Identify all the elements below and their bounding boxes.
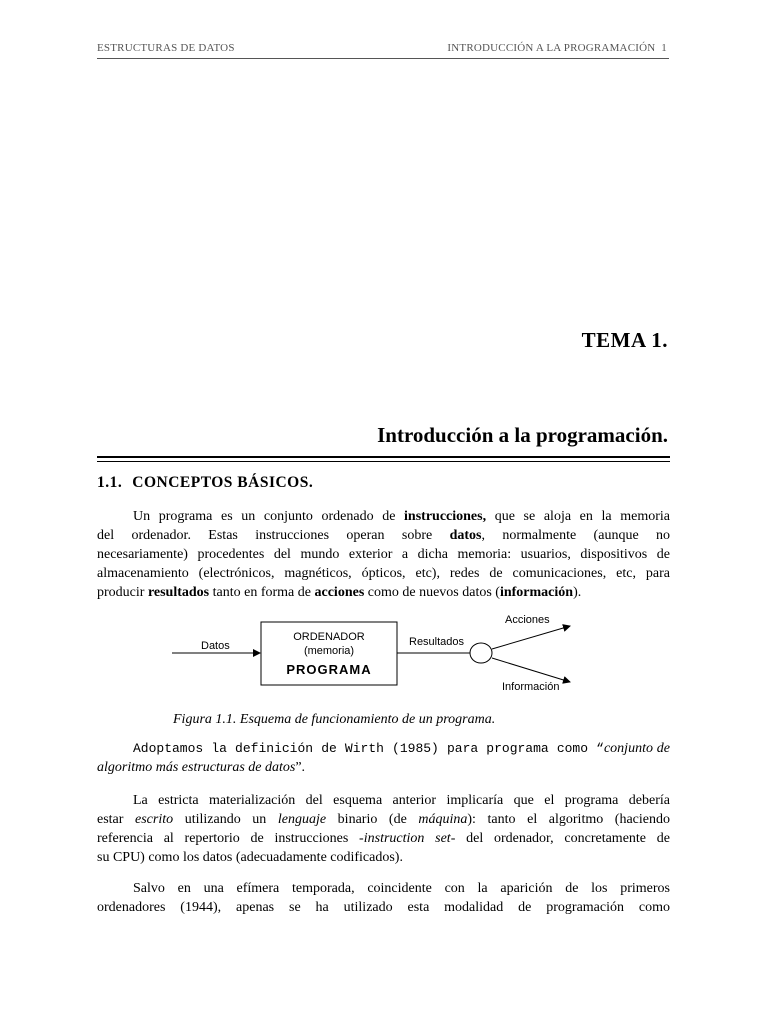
box-subtitle: (memoria) bbox=[303, 645, 355, 657]
p2-line bbox=[97, 739, 670, 758]
box-program-label: PROGRAMA bbox=[286, 662, 372, 677]
page-number: 1 bbox=[661, 42, 667, 54]
italic-term: algoritmo más estructuras de datos bbox=[97, 760, 296, 775]
bold-term: información bbox=[499, 585, 574, 600]
p1-line bbox=[97, 526, 670, 545]
output-label: Resultados bbox=[409, 636, 465, 648]
header-rule bbox=[97, 58, 669, 59]
bold-term: resultados bbox=[147, 585, 210, 600]
input-label: Datos bbox=[201, 640, 230, 652]
text-run: , normalmente (aunque no bbox=[481, 528, 671, 543]
program-schema-diagram bbox=[150, 604, 610, 698]
bold-term: acciones bbox=[314, 585, 365, 600]
p1-line: almacenamiento (electrónicos, magnéticos, ópticos, etc), redes de comunicaciones, etc, para bbox=[97, 566, 670, 581]
paragraph-4 bbox=[97, 879, 670, 917]
text-run: utilizando un bbox=[173, 812, 278, 827]
title-rule-thick bbox=[97, 456, 670, 458]
text-run: ). bbox=[573, 585, 582, 600]
italic-term: escrito bbox=[135, 812, 174, 827]
p1-line: necesariamente) procedentes del mundo exterior a dicha memoria: usuarios, dispositivos de bbox=[97, 547, 670, 562]
text-run: del ordenador. Estas instrucciones operan sobre bbox=[97, 528, 450, 543]
section-number: 1.1. bbox=[97, 474, 123, 491]
text-run: ”. bbox=[295, 760, 306, 775]
header-right bbox=[447, 42, 667, 54]
paragraph-3 bbox=[97, 791, 670, 867]
p3-line bbox=[97, 810, 670, 829]
text-run: binario (de bbox=[326, 812, 419, 827]
text-run: referencia al repertorio de instrucciones - bbox=[97, 831, 364, 846]
p1-line bbox=[97, 583, 670, 602]
information-label: Información bbox=[502, 681, 560, 693]
header-left: ESTRUCTURAS DE DATOS bbox=[97, 42, 235, 54]
p1-line bbox=[97, 507, 670, 526]
chapter-title: Introducción a la programación. bbox=[377, 423, 668, 447]
p2-line bbox=[97, 758, 670, 777]
branch-node bbox=[470, 643, 492, 663]
text-run: estar bbox=[97, 812, 136, 827]
chapter-number: TEMA 1. bbox=[581, 328, 668, 352]
title-rule-thin bbox=[97, 461, 670, 462]
p4-line: Salvo en una efímera temporada, coincidente con la aparición de los primeros bbox=[133, 881, 670, 896]
bold-term: datos bbox=[449, 528, 482, 543]
figure-caption: Figura 1.1. Esquema de funcionamiento de un programa. bbox=[173, 712, 496, 727]
running-header bbox=[97, 40, 667, 58]
bold-term: instrucciones, bbox=[404, 509, 487, 524]
text-run: Un programa es un conjunto ordenado de bbox=[133, 509, 405, 524]
text-run: como de nuevos datos ( bbox=[364, 585, 500, 600]
information-arrow bbox=[492, 658, 570, 682]
box-title: ORDENADOR bbox=[293, 631, 365, 643]
p3-line bbox=[97, 829, 670, 848]
italic-term: conjunto de bbox=[603, 741, 670, 756]
paragraph-2 bbox=[97, 739, 670, 777]
header-right-title: INTRODUCCIÓN A LA PROGRAMACIÓN bbox=[447, 42, 656, 54]
text-run: - del ordenador, concretamente de bbox=[450, 831, 670, 846]
text-run: ): tanto el algoritmo (haciendo bbox=[467, 812, 671, 827]
text-run: que se aloja en la memoria bbox=[486, 509, 670, 524]
section-title: CONCEPTOS BÁSICOS. bbox=[132, 474, 314, 491]
italic-term: instruction set bbox=[363, 831, 451, 846]
text-run: producir bbox=[97, 585, 148, 600]
actions-arrow bbox=[492, 626, 570, 649]
p4-line: ordenadores (1944), apenas se ha utilizado esta modalidad de programación como bbox=[97, 900, 670, 915]
p3-line: su CPU) como los datos (adecuadamente codificados). bbox=[97, 850, 403, 865]
text-run: tanto en forma de bbox=[209, 585, 315, 600]
section-heading bbox=[97, 474, 313, 492]
text-run: Adoptamos la definición de Wirth (1985) para programa como “ bbox=[133, 741, 604, 756]
italic-term: lenguaje bbox=[277, 812, 327, 827]
paragraph-1 bbox=[97, 507, 670, 602]
p3-line: La estricta materialización del esquema anterior implicaría que el programa debería bbox=[133, 793, 670, 808]
italic-term: máquina bbox=[418, 812, 468, 827]
actions-label: Acciones bbox=[505, 614, 550, 626]
